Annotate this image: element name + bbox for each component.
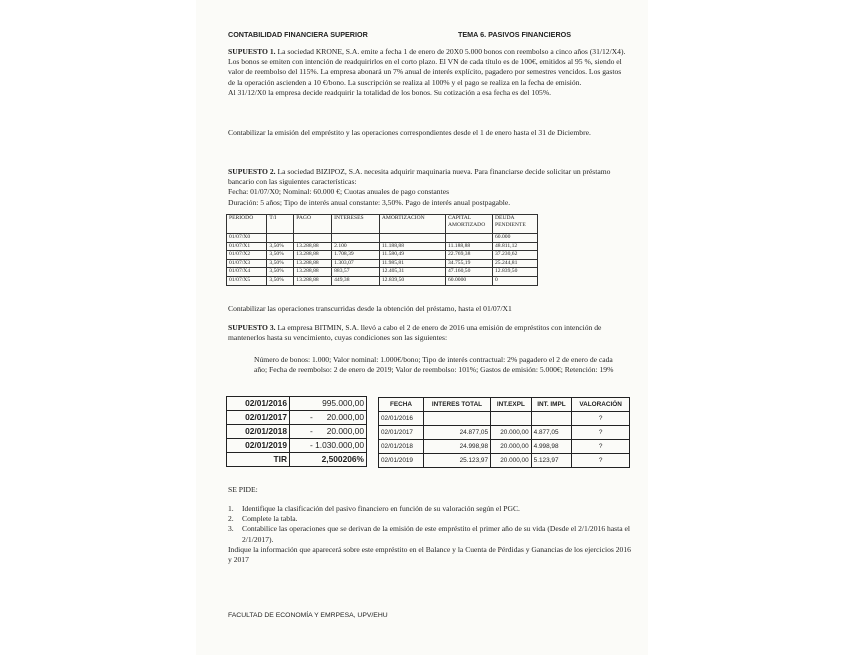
- table-header-row: [227, 215, 538, 234]
- table-row: [227, 397, 367, 411]
- flow-value: - 20.000,00: [290, 425, 367, 439]
- table-cell: 11.580,49: [379, 251, 445, 260]
- table-cell: 4.877,05: [531, 426, 572, 440]
- flow-value: 995.000,00: [290, 397, 367, 411]
- table-cell: 4.998,98: [531, 440, 572, 454]
- table-cell: 34.755,19: [446, 259, 493, 268]
- table-cell: ?: [572, 454, 630, 468]
- supuesto-3-conditions: Número de bonos: 1.000; Valor nominal: 1.000€/bono; Tipo de interés contractual: 2% pagadero el 2 de enero de cada año; Fecha de reembolso: 2 de enero de 2019; Valor de reembolso: 101%; Gastos de emisión: 5.000€; Retención: 19%: [254, 355, 614, 375]
- supuesto-3: [228, 323, 628, 343]
- table-row: [227, 234, 538, 243]
- flow-date: 02/01/2019: [227, 439, 290, 453]
- supuesto-2-text: La sociedad BIZIPOZ, S.A. necesita adquirir maquinaria nueva. Para financiarse decide solicitar un préstamo bancario con las siguientes características:: [228, 167, 611, 187]
- table-cell: 12.839,50: [379, 276, 445, 285]
- table-cell: 0: [493, 276, 538, 285]
- table-cell: 24.877,05: [423, 426, 490, 440]
- table-cell: [446, 234, 493, 243]
- table-cell: [294, 234, 332, 243]
- table-cell: 3,50%: [267, 276, 294, 285]
- table-cell: 47.160,50: [446, 268, 493, 277]
- questions-closing: Indique la información que aparecerá sobre este empréstito en el Balance y la Cuenta de Pérdidas y Ganancias de los ejercicios 2016 y 2017: [228, 544, 631, 565]
- table-row: [227, 439, 367, 453]
- tir-value: 2,500206%: [290, 453, 367, 467]
- tir-row: [227, 453, 367, 467]
- table-cell: 01/07/X2: [227, 251, 267, 260]
- table-cell: [267, 234, 294, 243]
- table-cell: 2.100: [332, 242, 380, 251]
- table-cell: 20.000,00: [491, 454, 532, 468]
- table-cell: ?: [572, 440, 630, 454]
- loan-amortization-table: [226, 214, 538, 286]
- table-cell: ?: [572, 426, 630, 440]
- table-cell: [423, 412, 490, 426]
- table-cell: 01/07/X5: [227, 276, 267, 285]
- column-header: T/I: [267, 215, 294, 234]
- table-row: [227, 276, 538, 285]
- column-header: INT.EXPL: [491, 398, 532, 412]
- table-cell: 20.000,00: [491, 426, 532, 440]
- supuesto-3-title: SUPUESTO 3.: [228, 323, 276, 332]
- table-cell: [379, 234, 445, 243]
- column-header: DEUDA PENDIENTE: [493, 215, 538, 234]
- supuesto-1: [228, 47, 628, 98]
- supuesto-1-title: SUPUESTO 1.: [228, 47, 276, 56]
- table-cell: ?: [572, 412, 630, 426]
- table-cell: 25.123,97: [423, 454, 490, 468]
- table-cell: [332, 234, 380, 243]
- table-cell: 02/01/2019: [379, 454, 424, 468]
- list-item-text: Contabilice las operaciones que se derivan de la emisión de este empréstito el primer año de su vida (Desde el 2/1/2016 hasta el 2/1/2017).: [242, 524, 631, 544]
- table-cell: 37.230,62: [493, 251, 538, 260]
- table-row: [227, 425, 367, 439]
- table-cell: 02/01/2016: [379, 412, 424, 426]
- list-item-number: 1.: [228, 504, 234, 513]
- table-cell: 60.0000: [446, 276, 493, 285]
- supuesto-1-text2: Al 31/12/X0 la empresa decide readquirir la totalidad de los bonos. Su cotización a esa fecha es del 105%.: [228, 87, 552, 97]
- table-cell: 48.811,12: [493, 242, 538, 251]
- table-row: [379, 440, 630, 454]
- table-cell: [491, 412, 532, 426]
- table-row: [379, 412, 630, 426]
- table-header-row: [379, 398, 630, 412]
- list-item: [228, 514, 632, 524]
- table-cell: 12.839,50: [493, 268, 538, 277]
- tir-label: TIR: [227, 453, 290, 467]
- flow-value: - 1.030.000,00: [290, 439, 367, 453]
- table-cell: 24.998,98: [423, 440, 490, 454]
- column-header: INT. IMPL: [531, 398, 572, 412]
- column-header: INTERES TOTAL: [423, 398, 490, 412]
- table-cell: 13.288,88: [294, 259, 332, 268]
- column-header: PERIODO: [227, 215, 267, 234]
- questions-title: SE PIDE:: [228, 485, 258, 494]
- list-item-number: 3.: [228, 524, 234, 534]
- list-item-text: Identifique la clasificación del pasivo financiero en función de su valoración según el PGC.: [242, 504, 520, 513]
- table-cell: 11.985,81: [379, 259, 445, 268]
- flow-date: 02/01/2018: [227, 425, 290, 439]
- table-cell: 13.288,88: [294, 242, 332, 251]
- table-cell: 02/01/2018: [379, 440, 424, 454]
- supuesto-1-task: Contabilizar la emisión del empréstito y las operaciones correspondientes desde el 1 de enero hasta el 31 de Diciembre.: [228, 128, 591, 137]
- table-cell: 449,38: [332, 276, 380, 285]
- column-header: CAPITAL AMORTIZADO: [446, 215, 493, 234]
- supuesto-2-title: SUPUESTO 2.: [228, 167, 276, 176]
- table-cell: 11.188,88: [446, 242, 493, 251]
- table-cell: 13.288,88: [294, 251, 332, 260]
- document-page: [196, 0, 648, 655]
- table-cell: 11.188,88: [379, 242, 445, 251]
- table-row: [227, 242, 538, 251]
- table-cell: 5.123,97: [531, 454, 572, 468]
- table-row: [227, 268, 538, 277]
- table-cell: 01/07/X0: [227, 234, 267, 243]
- table-row: [227, 259, 538, 268]
- supuesto-2-line1: Fecha: 01/07/X0; Nominal: 60.000 €; Cuotas anuales de pago constantes: [228, 187, 450, 197]
- valuation-table: [378, 397, 630, 468]
- header-course: CONTABILIDAD FINANCIERA SUPERIOR: [228, 30, 368, 39]
- table-cell: 25.244,81: [493, 259, 538, 268]
- table-row: [379, 454, 630, 468]
- table-cell: 1.708,39: [332, 251, 380, 260]
- cash-flow-table: [226, 396, 367, 467]
- list-item-number: 2.: [228, 514, 234, 524]
- table-cell: 22.769,38: [446, 251, 493, 260]
- table-cell: 3,50%: [267, 251, 294, 260]
- list-item: [228, 524, 632, 544]
- list-item: [228, 504, 632, 514]
- column-header: PAGO: [294, 215, 332, 234]
- table-cell: [531, 412, 572, 426]
- flow-date: 02/01/2016: [227, 397, 290, 411]
- table-cell: 01/07/X3: [227, 259, 267, 268]
- table-row: [227, 411, 367, 425]
- header-topic: TEMA 6. PASIVOS FINANCIEROS: [458, 30, 572, 39]
- supuesto-2-line2: Duración: 5 años; Tipo de interés anual constante: 3,50%. Pago de interés anual postpagable.: [228, 197, 511, 207]
- flow-value: - 20.000,00: [290, 411, 367, 425]
- table-cell: 13.288,88: [294, 268, 332, 277]
- table-cell: 3,50%: [267, 268, 294, 277]
- table-cell: 1.303,07: [332, 259, 380, 268]
- list-item-text: Complete la tabla.: [242, 514, 298, 524]
- footer-faculty: FACULTAD DE ECONOMÍA Y EMRPESA, UPV/EHU: [228, 612, 388, 619]
- supuesto-2-task: Contabilizar las operaciones transcurridas desde la obtención del préstamo, hasta el 01/07/X1: [228, 304, 512, 313]
- table-cell: 20.000,00: [491, 440, 532, 454]
- column-header: AMORTIZACION: [379, 215, 445, 234]
- questions-list: [228, 504, 632, 565]
- supuesto-1-text: La sociedad KRONE, S.A. emite a fecha 1 de enero de 20X0 5.000 bonos con reembolso a cinco años (31/12/X4). Los bonos se emiten con intención de readquirirlos en el corto plazo. El VN de cada título es de 100€, emitidos al 95 %, siendo el valor de reembolso del 115%. La empresa abonará un 7% anual de interés explícito, pagadero por semestres vencidos. Los gastos de la operación ascienden a 10 €/bono. La suscripción se realiza al 100% y el pago se realiza en la fecha de emisión.: [228, 47, 626, 87]
- table-cell: 883,57: [332, 268, 380, 277]
- table-row: [227, 251, 538, 260]
- table-cell: 60.000: [493, 234, 538, 243]
- supuesto-2: [228, 167, 628, 208]
- table-cell: 3,50%: [267, 259, 294, 268]
- table-cell: 01/07/X1: [227, 242, 267, 251]
- table-cell: 01/07/X4: [227, 268, 267, 277]
- supuesto-3-text: La empresa BITMIN, S.A. llevó a cabo el 2 de enero de 2016 una emisión de empréstitos con intención de mantenerlos hasta su vencimiento, cuyas condiciones son las siguientes:: [228, 323, 602, 343]
- flow-date: 02/01/2017: [227, 411, 290, 425]
- column-header: FECHA: [379, 398, 424, 412]
- table-cell: 12.405,31: [379, 268, 445, 277]
- table-cell: 13.288,88: [294, 276, 332, 285]
- table-row: [379, 426, 630, 440]
- table-cell: 3,50%: [267, 242, 294, 251]
- table-cell: 02/01/2017: [379, 426, 424, 440]
- column-header: VALORACIÓN: [572, 398, 630, 412]
- column-header: INTERESES: [332, 215, 380, 234]
